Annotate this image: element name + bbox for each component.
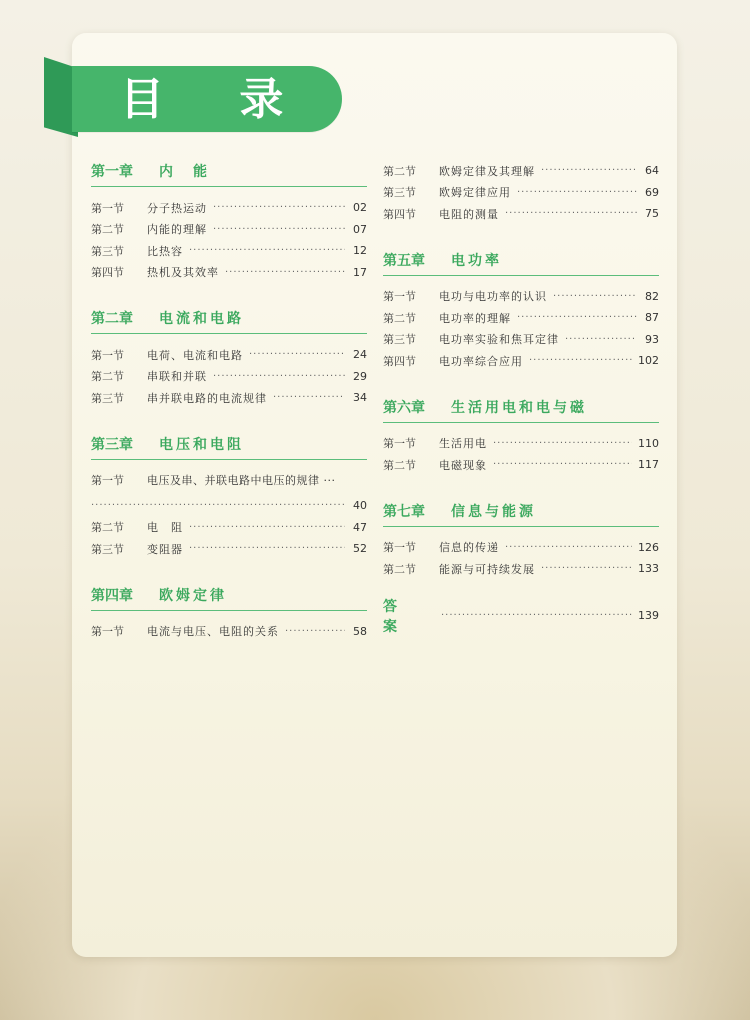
chapter-heading[interactable] — [383, 498, 659, 527]
chapter-block — [91, 305, 367, 409]
page-number: 110 — [638, 436, 659, 450]
toc-entry[interactable] — [91, 240, 367, 262]
toc-right-column — [383, 158, 659, 635]
toc-entry[interactable] — [91, 470, 367, 492]
page-number: 17 — [353, 265, 367, 279]
section-number: 第二节 — [91, 370, 124, 384]
chapter-title: 电压和电阻 — [159, 436, 244, 453]
page-number: 64 — [645, 164, 659, 178]
section-title: 信息的传递 — [439, 541, 499, 555]
section-number: 第三节 — [383, 333, 416, 347]
dot-leader — [213, 224, 345, 235]
section-number: 第三节 — [91, 542, 124, 556]
section-number: 第四节 — [383, 354, 416, 368]
section-title: 变阻器 — [147, 542, 183, 556]
section-number: 第三节 — [383, 186, 416, 200]
toc-entry[interactable] — [91, 366, 367, 388]
chapter-number: 第六章 — [383, 399, 425, 416]
page-number: 47 — [353, 520, 367, 534]
dot-leader — [529, 355, 632, 366]
section-number: 第一节 — [91, 625, 124, 639]
section-list — [383, 286, 659, 372]
toc-entry[interactable] — [91, 621, 367, 643]
page-number: 102 — [638, 354, 659, 368]
answers-label: 答 案 — [383, 598, 435, 635]
toc-left-column — [91, 158, 367, 642]
page-title: 目 录 — [120, 74, 314, 125]
section-list — [91, 197, 367, 283]
dot-leader — [493, 438, 632, 449]
toc-entry[interactable] — [91, 219, 367, 241]
toc-entry[interactable] — [91, 344, 367, 366]
page-number: 126 — [638, 540, 659, 554]
page-number: 58 — [353, 624, 367, 638]
section-number: 第一节 — [91, 474, 124, 488]
chapter-title: 电流和电路 — [159, 311, 244, 327]
chapter-heading[interactable] — [91, 431, 367, 460]
page-number: 12 — [353, 244, 367, 258]
chapter-block — [383, 394, 659, 476]
dot-leader — [213, 202, 345, 213]
toc-entry[interactable] — [91, 197, 367, 219]
chapter-number: 第一章 — [91, 164, 133, 180]
toc-entry[interactable] — [383, 558, 659, 580]
section-title: 电功率实验和焦耳定律 — [439, 333, 559, 347]
chapter-title: 电功率 — [451, 252, 502, 269]
chapter-block — [383, 247, 659, 372]
section-list — [383, 537, 659, 580]
section-title: 分子热运动 — [147, 201, 207, 215]
page-number: 75 — [645, 207, 659, 221]
section-title: 电流与电压、电阻的关系 — [147, 625, 279, 639]
toc-entry[interactable] — [383, 329, 659, 351]
section-title: 电 阻 — [147, 521, 183, 535]
section-title: 生活用电 — [439, 437, 487, 451]
page-number: 40 — [353, 499, 367, 513]
toc-entry[interactable] — [383, 454, 659, 476]
section-number: 第二节 — [383, 311, 416, 325]
chapter-title: 内 能 — [159, 164, 210, 180]
section-number: 第四节 — [383, 207, 416, 221]
answers-entry[interactable] — [383, 598, 659, 635]
chapter-number: 第五章 — [383, 252, 425, 269]
section-title: 电压及串、并联电路中电压的规律 ··· — [147, 474, 336, 488]
section-title: 电功率综合应用 — [439, 354, 523, 368]
dot-leader — [565, 334, 637, 345]
dot-leader — [189, 543, 345, 554]
page-number: 34 — [353, 391, 367, 405]
chapter-heading[interactable] — [91, 582, 367, 611]
section-number: 第二节 — [91, 521, 124, 535]
toc-entry[interactable] — [383, 307, 659, 329]
page-number: 93 — [645, 332, 659, 346]
chapter-title: 信息与能源 — [451, 503, 536, 520]
dot-leader — [541, 563, 632, 574]
section-title: 电磁现象 — [439, 458, 487, 472]
dot-leader — [213, 371, 345, 382]
chapter-number: 第三章 — [91, 436, 133, 453]
dot-leader — [273, 392, 345, 403]
section-number: 第四节 — [91, 266, 124, 280]
chapter-number: 第七章 — [383, 503, 425, 520]
dot-leader — [225, 267, 345, 278]
dot-leader — [441, 610, 632, 621]
toc-entry[interactable] — [383, 160, 659, 182]
section-number: 第一节 — [91, 201, 124, 215]
page-number: 02 — [353, 201, 367, 215]
chapter-number: 第二章 — [91, 311, 133, 327]
toc-entry-continuation — [91, 495, 367, 517]
chapter-block — [91, 431, 367, 560]
toc-entry[interactable] — [91, 262, 367, 284]
dot-leader — [517, 187, 637, 198]
dot-leader — [505, 542, 632, 553]
toc-entry[interactable] — [383, 350, 659, 372]
section-title: 欧姆定律应用 — [439, 186, 511, 200]
section-number: 第三节 — [91, 391, 124, 405]
dot-leader — [91, 500, 345, 511]
section-title: 比热容 — [147, 244, 183, 258]
section-list — [91, 344, 367, 409]
dot-leader — [553, 291, 637, 302]
page-number: 82 — [645, 289, 659, 303]
section-number: 第二节 — [91, 223, 124, 237]
page-number: 07 — [353, 222, 367, 236]
section-title: 电功率的理解 — [439, 311, 511, 325]
section-list — [91, 621, 367, 643]
dot-leader — [189, 522, 345, 533]
chapter-title: 欧姆定律 — [159, 587, 227, 604]
continued-section-list — [383, 160, 659, 225]
section-number: 第二节 — [383, 562, 416, 576]
chapter-heading[interactable] — [91, 158, 367, 187]
toc-entry[interactable] — [91, 387, 367, 409]
section-title: 欧姆定律及其理解 — [439, 164, 535, 178]
toc-entry[interactable] — [91, 538, 367, 560]
section-title: 热机及其效率 — [147, 266, 219, 280]
section-title: 能源与可持续发展 — [439, 562, 535, 576]
page-number: 139 — [638, 609, 659, 622]
section-title: 电功与电功率的认识 — [439, 290, 547, 304]
page-number: 69 — [645, 185, 659, 199]
page-number: 24 — [353, 348, 367, 362]
chapter-block — [91, 582, 367, 643]
toc-entry[interactable] — [383, 286, 659, 308]
page-number: 29 — [353, 369, 367, 383]
page-number: 117 — [638, 458, 659, 472]
chapter-block — [383, 498, 659, 580]
section-number: 第一节 — [383, 437, 416, 451]
section-list — [91, 470, 367, 560]
page-number: 133 — [638, 562, 659, 576]
section-number: 第三节 — [91, 244, 124, 258]
section-title: 串并联电路的电流规律 — [147, 391, 267, 405]
dot-leader — [541, 165, 637, 176]
toc-entry[interactable] — [91, 517, 367, 539]
section-title: 串联和并联 — [147, 370, 207, 384]
chapter-heading[interactable] — [91, 305, 367, 334]
section-title: 电阻的测量 — [439, 207, 499, 221]
section-number: 第二节 — [383, 458, 416, 472]
chapter-heading[interactable] — [383, 394, 659, 423]
section-number: 第一节 — [383, 290, 416, 304]
dot-leader — [517, 312, 637, 323]
page-number: 87 — [645, 311, 659, 325]
dot-leader — [285, 626, 345, 637]
section-title: 电荷、电流和电路 — [147, 348, 243, 362]
dot-leader — [249, 349, 345, 360]
toc-entry[interactable] — [383, 433, 659, 455]
section-number: 第一节 — [383, 541, 416, 555]
chapter-number: 第四章 — [91, 587, 133, 604]
toc-entry[interactable] — [383, 203, 659, 225]
section-list — [383, 433, 659, 476]
toc-entry[interactable] — [383, 182, 659, 204]
page-number: 52 — [353, 542, 367, 556]
dot-leader — [493, 459, 632, 470]
toc-entry[interactable] — [383, 537, 659, 559]
chapter-block — [91, 158, 367, 283]
section-title: 内能的理解 — [147, 223, 207, 237]
chapter-heading[interactable] — [383, 247, 659, 276]
section-number: 第二节 — [383, 164, 416, 178]
chapter-title: 生活用电和电与磁 — [451, 399, 587, 416]
section-number: 第一节 — [91, 348, 124, 362]
dot-leader — [505, 208, 637, 219]
dot-leader — [189, 245, 345, 256]
